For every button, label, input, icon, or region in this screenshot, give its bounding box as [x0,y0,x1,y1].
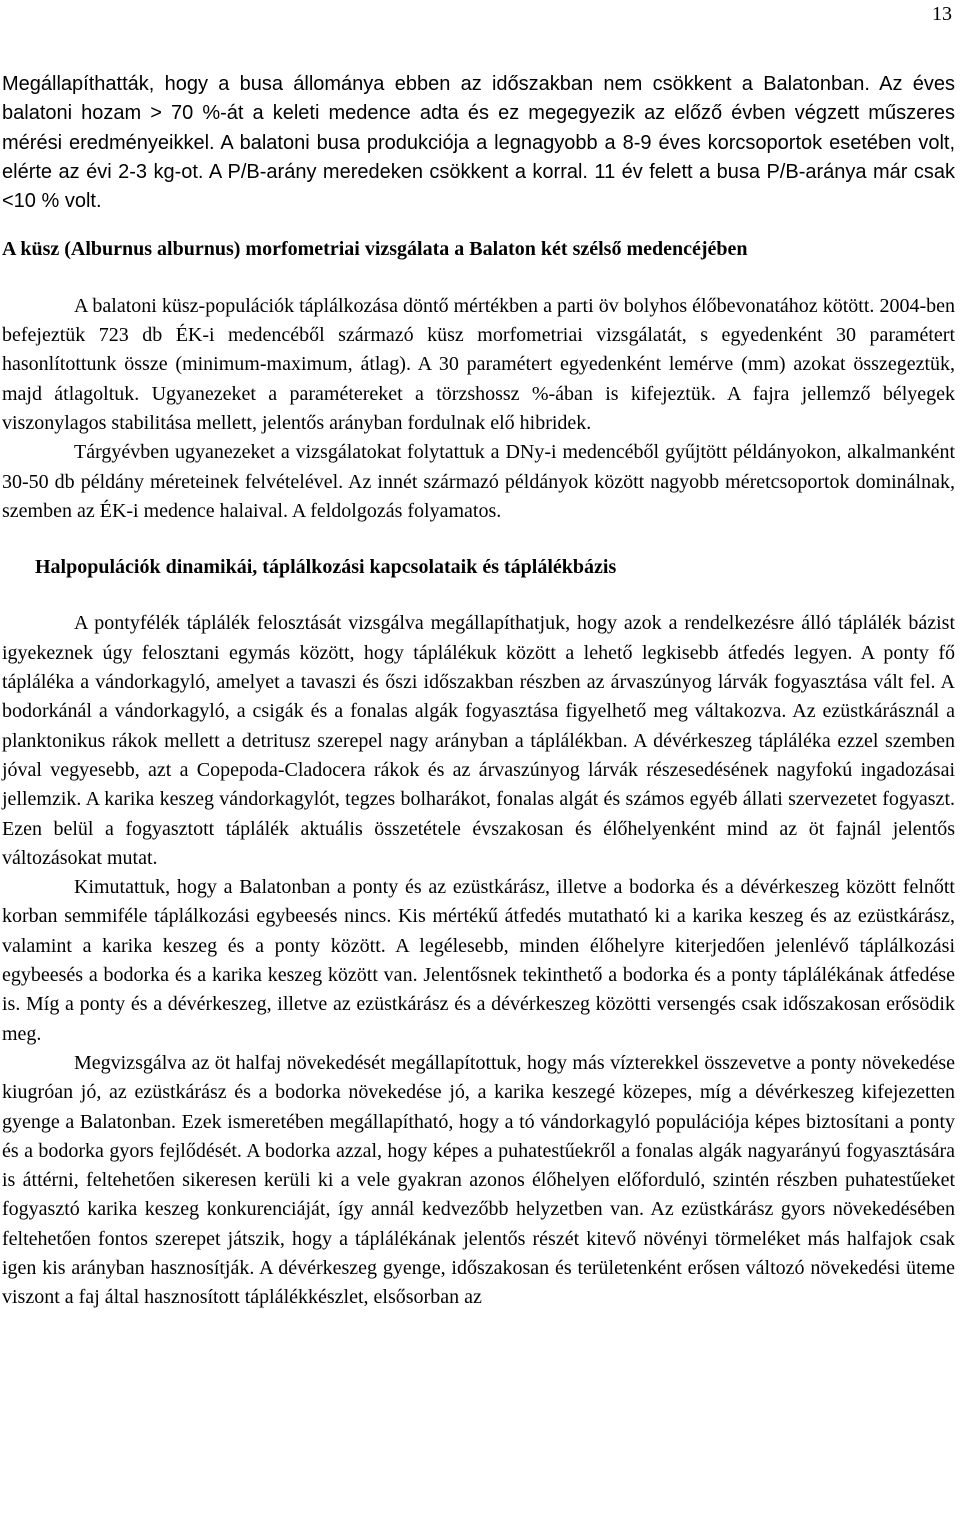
section-heading-kusz: A küsz (Alburnus alburnus) morfometriai vizsgálata a Balaton két szélső medencéjében [2,238,748,261]
paragraph: A balatoni küsz-populációk táplálkozása döntő mértékben a parti öv bolyhos élőbevonatához kötött. 2004-ben befejeztük 723 db ÉK-i medencéből származó küsz morfometriai vizsgálatát, s egyedenként 30 paramétert hasonlítottunk össze (minimum-maximum, átlag). A 30 paramétert egyedenként lemérve (mm) azokat összegeztük, majd átlagoltuk. Ugyanezeket a paramétereket a törzshossz %-ában is kifejeztük. A fajra jellemző bélyegek viszonylagos stabilitása mellett, jelentős arányban fordulnak elő hibridek. [2,294,955,434]
page-number: 13 [932,3,952,25]
paragraph: A pontyfélék táplálék felosztását vizsgálva megállapíthatjuk, hogy azok a rendelkezésre álló táplálék bázist igyekeznek úgy felosztani egymás között, hogy táplálékuk között a lehető legkisebb átfedés legyen. A ponty fő tápláléka a vándorkagyló, amelyet a tavaszi és őszi időszakban részben az árvaszúnyog lárvák fogyasztása vált fel. A bodorkánál a vándorkagyló, a csigák és a fonalas algák fogyasztása figyelhető meg váltakozva. Az ezüstkárásznál a planktonikus rákok mellett a detritusz szerepel nagy arányban a táplálékban. A dévérkeszeg tápláléka ezzel szemben jóval vegyesebb, azt a Copepoda-Cladocera rákok és az árvaszúnyog lárvák részesedésének nagyfokú ingadozásai jellemzik. A karika keszeg vándorkagylót, tegzes bolharákot, fonalas algát és számos egyéb állati szervezetet fogyaszt. Ezen belül a fogyasztott táplálék aktuális összetétele évszakosan és élőhelyenként mind az öt fajnál jelentős változásokat mutat. [2,612,955,869]
intro-paragraph: Megállapíthatták, hogy a busa állománya ebben az időszakban nem csökkent a Balatonban. Az éves balatoni hozam > 70 %-át a keleti medence adta és ez megegyezik az előző évben végzett műszeres mérési eredményeikkel. A balatoni busa produkciója a legnagyobb a 8-9 éves korcsoportok esetében volt, elérte az évi 2-3 kg-ot. A P/B-arány meredeken csökkent a korral. 11 év felett a busa P/B-aránya már csak <10 % volt. [2,73,955,213]
document-body [2,70,955,1313]
paragraph: Kimutattuk, hogy a Balatonban a ponty és az ezüstkárász, illetve a bodorka és a dévérkeszeg között felnőtt korban semmiféle táplálkozási egybeesés nincs. Kis mértékű átfedés mutatható ki a karika keszeg és az ezüstkárász, valamint a karika keszeg és a ponty között. A legélesebb, minden élőhelyre kiterjedően jelenlévő táplálkozási egybeesés a bodorka és a karika keszeg között van. Jelentősnek tekinthető a bodorka és a ponty táplálékának átfedése is. Míg a ponty és a dévérkeszeg, illetve az ezüstkárász és a dévérkeszeg közötti versengés csak időszakosan erősödik meg. [2,876,955,1045]
paragraph: Tárgyévben ugyanezeket a vizsgálatokat folytattuk a DNy-i medencéből gyűjtött példányokon, alkalmanként 30-50 db példány méreteinek felvételével. Az innét származó példányok között nagyobb méretcsoportok dominálnak, szemben az ÉK-i medence halaival. A feldolgozás folyamatos. [2,441,955,522]
section-heading-halpopulaciok: Halpopulációk dinamikái, táplálkozási kapcsolataik és táplálékbázis [35,556,617,579]
paragraph: Megvizsgálva az öt halfaj növekedését megállapítottuk, hogy más vízterekkel összevetve a ponty növekedése kiugróan jó, az ezüstkárász és a bodorka növekedése jó, a karika keszegé közepes, míg a dévérkeszeg kifejezetten gyenge a Balatonban. Ezek ismeretében megállapítható, hogy a tó vándorkagyló populációja képes biztosítani a ponty és a bodorka gyors fejlődését. A bodorka azzal, hogy képes a puhatestűekről a fonalas algák nagyarányú fogyasztására is áttérni, feltehetően sikeresen kerüli ki a vele gyakran azonos élőhelyen előforduló, szintén részben puhatestűeket fogyasztó karika keszeg konkurenciáját, így annál kedvezőbb helyzetben van. Az ezüstkárász gyors növekedésében feltehetően fontos szerepet játszik, hogy a táplálékának jelentős részét kitevő növényi törmeléket más halfajok csak igen kis arányban hasznosítják. A dévérkeszeg gyenge, időszakosan és területenként erősen változó növekedési üteme viszont a faj által hasznosított táplálékkészlet, elsősorban az [2,1051,955,1309]
